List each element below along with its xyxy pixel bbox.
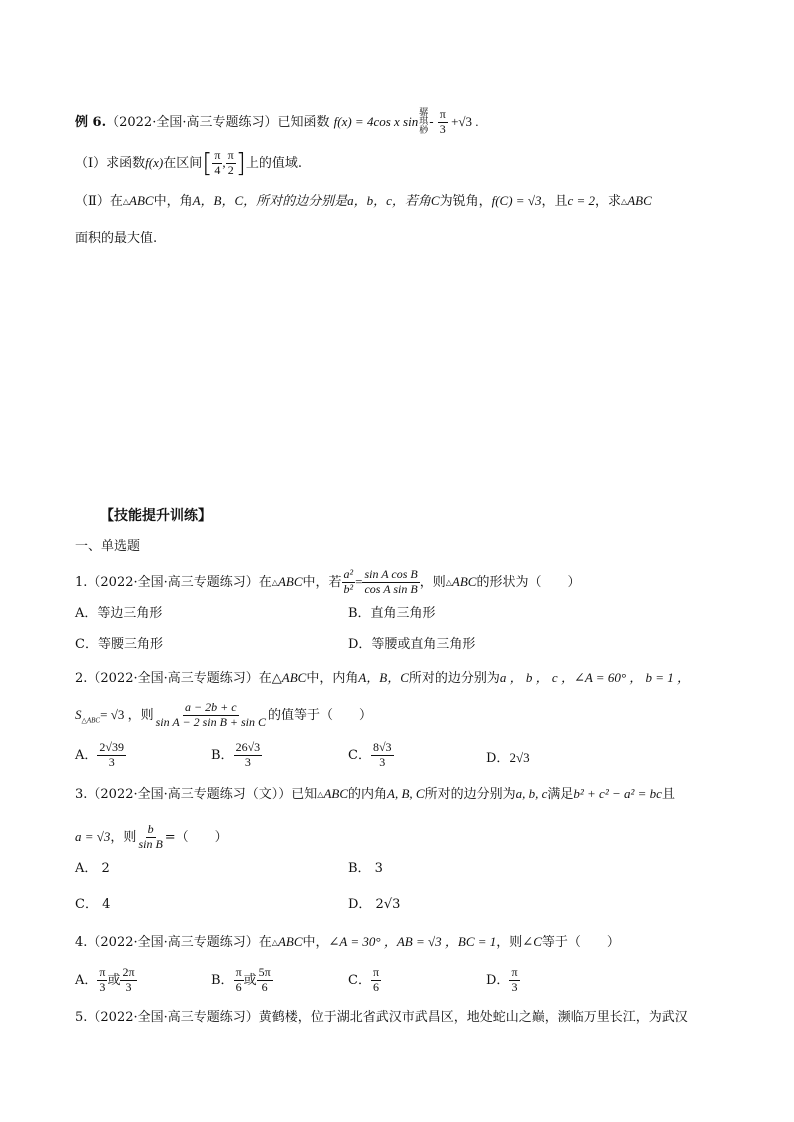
q3-equation: b² + c² − a² = bc bbox=[573, 786, 662, 801]
interval-end: $\frac{\pi}{2}$ bbox=[227, 148, 234, 177]
q4-triangle: △ bbox=[271, 938, 278, 947]
q4-source: （2022·全国·高三专题练习） bbox=[87, 935, 259, 950]
q1-source: （2022·全国·高三专题练习） bbox=[87, 574, 259, 590]
q3-text-f: 满足 bbox=[547, 787, 574, 802]
function-minus: - bbox=[429, 114, 438, 130]
question-5 bbox=[75, 1011, 688, 1024]
function-tail: +√3 . bbox=[447, 113, 479, 129]
example-part-2 bbox=[75, 194, 652, 208]
example-part-2-cont bbox=[75, 232, 157, 245]
q1-triangle: △ bbox=[271, 577, 278, 587]
example-lead: 已知函数 bbox=[277, 114, 330, 130]
q2-option-a[interactable]: A． $\frac{2√39}{3}$ bbox=[75, 740, 124, 769]
interval-start: $\frac{\pi}{4}$ bbox=[214, 148, 221, 177]
q3-option-b[interactable]: B． 3 bbox=[348, 861, 383, 876]
q3-text-a: 已知 bbox=[291, 787, 318, 802]
q1-option-b[interactable]: B．直角三角形 bbox=[348, 606, 436, 621]
q2-text-d: 所对的边分别为 bbox=[408, 671, 500, 686]
question-3 bbox=[75, 787, 675, 801]
example-part-1: （Ⅰ）求函数f(x)在区间[ $\frac{\pi}{4}$ , $\frac{\pi}{2}$ ]上的值域. bbox=[75, 148, 303, 179]
question-4 bbox=[75, 935, 620, 949]
q1-text-a: 在 bbox=[258, 574, 272, 590]
q2-sides: a ， b ， c ， bbox=[499, 670, 574, 685]
part2-text-i: ，且 bbox=[541, 194, 568, 209]
section-heading: 【技能提升训练】 bbox=[100, 508, 212, 524]
q1-option-a[interactable]: A．等边三角形 bbox=[75, 606, 163, 621]
q3-text-b: 的内角 bbox=[348, 787, 388, 802]
q1-option-d[interactable]: D．等腰或直角三角形 bbox=[348, 637, 476, 652]
q1-abc-2: ABC bbox=[451, 573, 477, 589]
part2-abc: ABC bbox=[129, 193, 154, 208]
function-lhs: f(x) = 4cos x sin bbox=[333, 113, 419, 129]
q1-frac-1: $\frac{\text{a²}}{\text{b²}}$ bbox=[343, 567, 354, 596]
part2-abc-2: ABC bbox=[627, 193, 652, 208]
part1-text-a: （Ⅰ）求函数 bbox=[75, 155, 146, 171]
q3-source: （2022·全国·高三专题练习（文）） bbox=[87, 787, 292, 802]
q3-triangle: △ bbox=[317, 790, 324, 799]
q4-option-c[interactable]: C． $\frac{\pi}{6}$ bbox=[348, 965, 380, 994]
q2-condition: ∠A = 60° ， b = 1 ， bbox=[573, 670, 691, 685]
q2-text-b: 中，内角 bbox=[306, 671, 359, 686]
triangle-symbol-2: △ bbox=[621, 197, 628, 206]
part2-text-c: 中，角 bbox=[153, 194, 193, 209]
q4-text-a: 在 bbox=[258, 935, 272, 950]
part2-text-g: 为锐角， bbox=[439, 194, 492, 209]
q4-option-d[interactable]: D． $\frac{\pi}{3}$ bbox=[486, 965, 518, 994]
part1-text-c: 上的值域. bbox=[245, 155, 303, 171]
q1-number: 1. bbox=[75, 574, 88, 590]
q5-source: （2022·全国·高三专题练习） bbox=[87, 1010, 259, 1025]
example-label: 例 6. bbox=[75, 114, 107, 130]
triangle-symbol: △ bbox=[122, 197, 129, 206]
q4-text-f: ，则 bbox=[496, 935, 523, 950]
q2-option-b[interactable]: B． $\frac{26√3}{3}$ bbox=[211, 740, 261, 769]
left-bracket: [ bbox=[202, 148, 213, 179]
part2-text-d: A，B，C，所对的边分别是 bbox=[192, 193, 348, 208]
q2-tail: 的值等于（ ） bbox=[268, 707, 373, 723]
question-3-line-2 bbox=[75, 823, 228, 852]
part2-text-a: （Ⅱ）在 bbox=[75, 194, 123, 209]
q1-triangle-2: △ bbox=[445, 577, 452, 587]
q2-area-sub: △ABC bbox=[81, 716, 101, 725]
q1-text-b: 中，若 bbox=[302, 574, 342, 590]
pi-over-3: $\frac{\pi}{3}$ bbox=[439, 107, 446, 136]
q2-angles: A，B，C bbox=[358, 670, 409, 685]
question-1 bbox=[75, 568, 580, 597]
section-subheading: 一、单选题 bbox=[75, 539, 141, 554]
example-source: （2022·全国·高三专题练习） bbox=[106, 114, 278, 130]
q1-text-c: ，则 bbox=[419, 574, 446, 590]
q3-fraction: $\frac{b}{\text{sin B}}$ bbox=[138, 822, 163, 851]
q3-sides: a, b, c bbox=[515, 786, 548, 801]
q4-number: 4. bbox=[75, 935, 88, 950]
q3-angles: A, B, C bbox=[387, 786, 425, 801]
q4-bc: BC = 1 bbox=[457, 934, 497, 949]
q2-text-a: 在△ bbox=[258, 671, 282, 686]
q3-text-h: 且 bbox=[661, 787, 675, 802]
q4-text-b: 中， bbox=[302, 935, 329, 950]
part1-text-b: 在区间 bbox=[163, 155, 203, 171]
part2-text-k: ，求 bbox=[595, 194, 622, 209]
q5-number: 5. bbox=[75, 1010, 88, 1025]
q2-option-d[interactable]: D．2√3 bbox=[486, 750, 530, 766]
question-2-line-2 bbox=[75, 701, 372, 730]
q3-option-d[interactable]: D． 2√3 bbox=[348, 897, 401, 912]
q5-text: 黄鹤楼，位于湖北省武汉市武昌区，地处蛇山之巅，濒临万里长江，为武汉 bbox=[258, 1010, 688, 1025]
q4-text-h: 等于（ ） bbox=[541, 935, 620, 950]
q1-abc: ABC bbox=[277, 573, 303, 589]
q1-frac-2: $\frac{\text{sin A cos B}}{\text{cos A sin B}}$ bbox=[364, 567, 418, 596]
question-2 bbox=[75, 671, 690, 685]
part1-func: f(x) bbox=[145, 154, 164, 170]
q2-abc: ABC bbox=[281, 670, 307, 685]
q4-option-b[interactable]: B． $\frac{\pi}{6}$ 或 $\frac{5\pi}{6}$ bbox=[211, 965, 271, 994]
q2-option-c[interactable]: C． $\frac{8√3}{3}$ bbox=[348, 740, 392, 769]
part2-angle-c: C bbox=[430, 193, 440, 208]
q3-option-a[interactable]: A． 2 bbox=[75, 861, 110, 876]
q2-main-fraction: $\frac{a - 2b + c}{\text{sin A − 2 sin B + sin C}}$ bbox=[155, 700, 267, 729]
part2-fc: f(C) = √3 bbox=[491, 193, 542, 208]
q3-text-d: 所对的边分别为 bbox=[424, 787, 516, 802]
q2-number: 2. bbox=[75, 671, 88, 686]
example-line-1 bbox=[75, 108, 479, 137]
q4-abc: ABC bbox=[277, 934, 303, 949]
q2-source: （2022·全国·高三专题练习） bbox=[87, 671, 259, 686]
q4-angle-a: ∠A = 30° ， bbox=[328, 934, 397, 949]
right-bracket: ] bbox=[235, 148, 246, 179]
part2-continuation: 面积的最大值. bbox=[75, 231, 158, 246]
q2-area-eq: = √3 ，则 bbox=[100, 706, 154, 722]
q4-option-a[interactable]: A． $\frac{\pi}{3}$ 或 $\frac{2\pi}{3}$ bbox=[75, 965, 135, 994]
q3-option-c[interactable]: C． 4 bbox=[75, 897, 111, 912]
q3-abc: ABC bbox=[323, 786, 348, 801]
garbled-bracket: 骣 琪 桫 bbox=[419, 108, 429, 136]
part2-text-e: a，b，c，若角 bbox=[347, 193, 431, 208]
q2-area-s: S bbox=[75, 706, 82, 722]
q3-blank: =（ ） bbox=[164, 829, 228, 845]
q4-angle-c: ∠C bbox=[522, 934, 542, 949]
q1-text-d: 的形状为（ ） bbox=[476, 574, 581, 590]
q1-eq: = bbox=[355, 573, 363, 589]
part2-c-eq: c = 2 bbox=[567, 193, 596, 208]
q4-ab: AB = √3 ， bbox=[396, 934, 458, 949]
q1-option-c[interactable]: C．等腰三角形 bbox=[75, 637, 163, 652]
q3-a-value: a = √3 bbox=[75, 828, 111, 844]
q3-text-then: ，则 bbox=[110, 829, 137, 845]
q3-number: 3. bbox=[75, 787, 88, 802]
